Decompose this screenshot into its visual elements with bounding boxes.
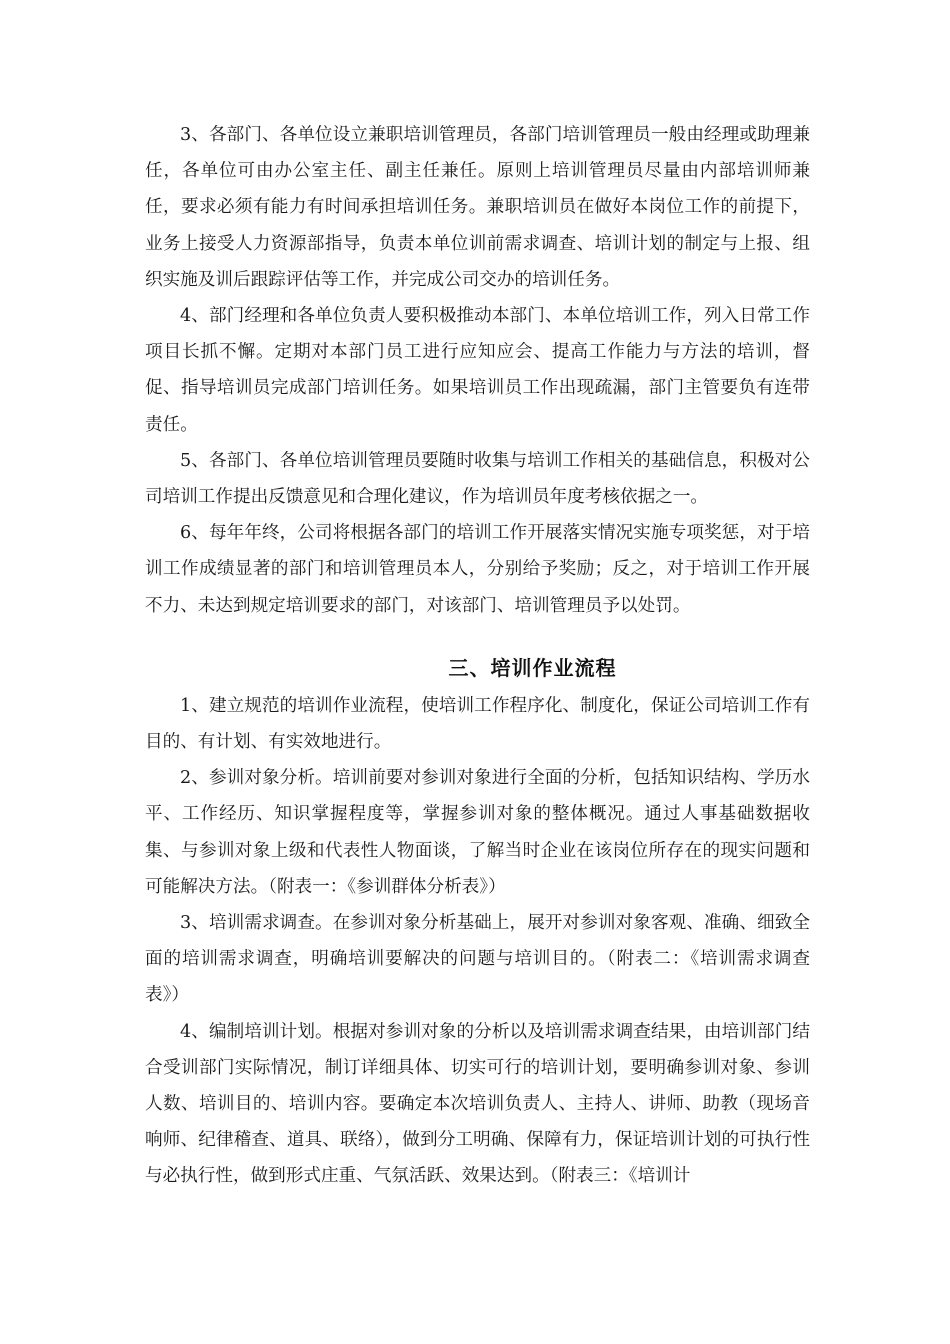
document-body	[145, 117, 810, 1195]
paragraph-process-4: 4、编制培训计划。根据对参训对象的分析以及培训需求调查结果，由培训部门结合受训部门实际情况，制订详细具体、切实可行的培训计划，要明确参训对象、参训人数、培训目的、培训内容。要确定本次培训负责人、主持人、讲师、助教（现场音响师、纪律稽查、道具、联络），做到分工明确、保障有力，保证培训计划的可执行性与必执行性，做到形式庄重、气氛活跃、效果达到。（附表三：《培训计	[145, 1021, 810, 1187]
paragraph-item-6: 6、每年年终，公司将根据各部门的培训工作开展落实情况实施专项奖惩，对于培训工作成绩显著的部门和培训管理员本人，分别给予奖励；反之，对于培训工作开展不力、未达到规定培训要求的部门，对该部门、培训管理员予以处罚。	[145, 523, 810, 616]
paragraph-process-1: 1、建立规范的培训作业流程，使培训工作程序化、制度化，保证公司培训工作有目的、有计划、有实效地进行。	[145, 695, 810, 753]
paragraph-item-4: 4、部门经理和各单位负责人要积极推动本部门、本单位培训工作，列入日常工作项目长抓不懈。定期对本部门员工进行应知应会、提高工作能力与方法的培训，督促、指导培训员完成部门培训任务。如果培训员工作出现疏漏，部门主管要负有连带责任。	[145, 306, 810, 435]
paragraph-process-2: 2、参训对象分析。培训前要对参训对象进行全面的分析，包括知识结构、学历水平、工作经历、知识掌握程度等，掌握参训对象的整体概况。通过人事基础数据收集、与参训对象上级和代表性人物面谈，了解当时企业在该岗位所存在的现实问题和可能解决方法。（附表一：《参训群体分析表》）	[145, 768, 810, 897]
paragraph-item-3: 3、各部门、各单位设立兼职培训管理员，各部门培训管理员一般由经理或助理兼任，各单位可由办公室主任、副主任兼任。原则上培训管理员尽量由内部培训师兼任，要求必须有能力有时间承担培训任务。兼职培训员在做好本岗位工作的前提下，业务上接受人力资源部指导，负责本单位训前需求调查、培训计划的制定与上报、组织实施及训后跟踪评估等工作，并完成公司交办的培训任务。	[145, 125, 810, 290]
paragraph-process-3: 3、培训需求调查。在参训对象分析基础上，展开对参训对象客观、准确、细致全面的培训需求调查，明确培训要解决的问题与培训目的。（附表二：《培训需求调查表》）	[145, 913, 810, 1006]
paragraph-item-5: 5、各部门、各单位培训管理员要随时收集与培训工作相关的基础信息，积极对公司培训工作提出反馈意见和合理化建议，作为培训员年度考核依据之一。	[145, 450, 810, 508]
section-heading: 三、培训作业流程	[448, 655, 617, 680]
